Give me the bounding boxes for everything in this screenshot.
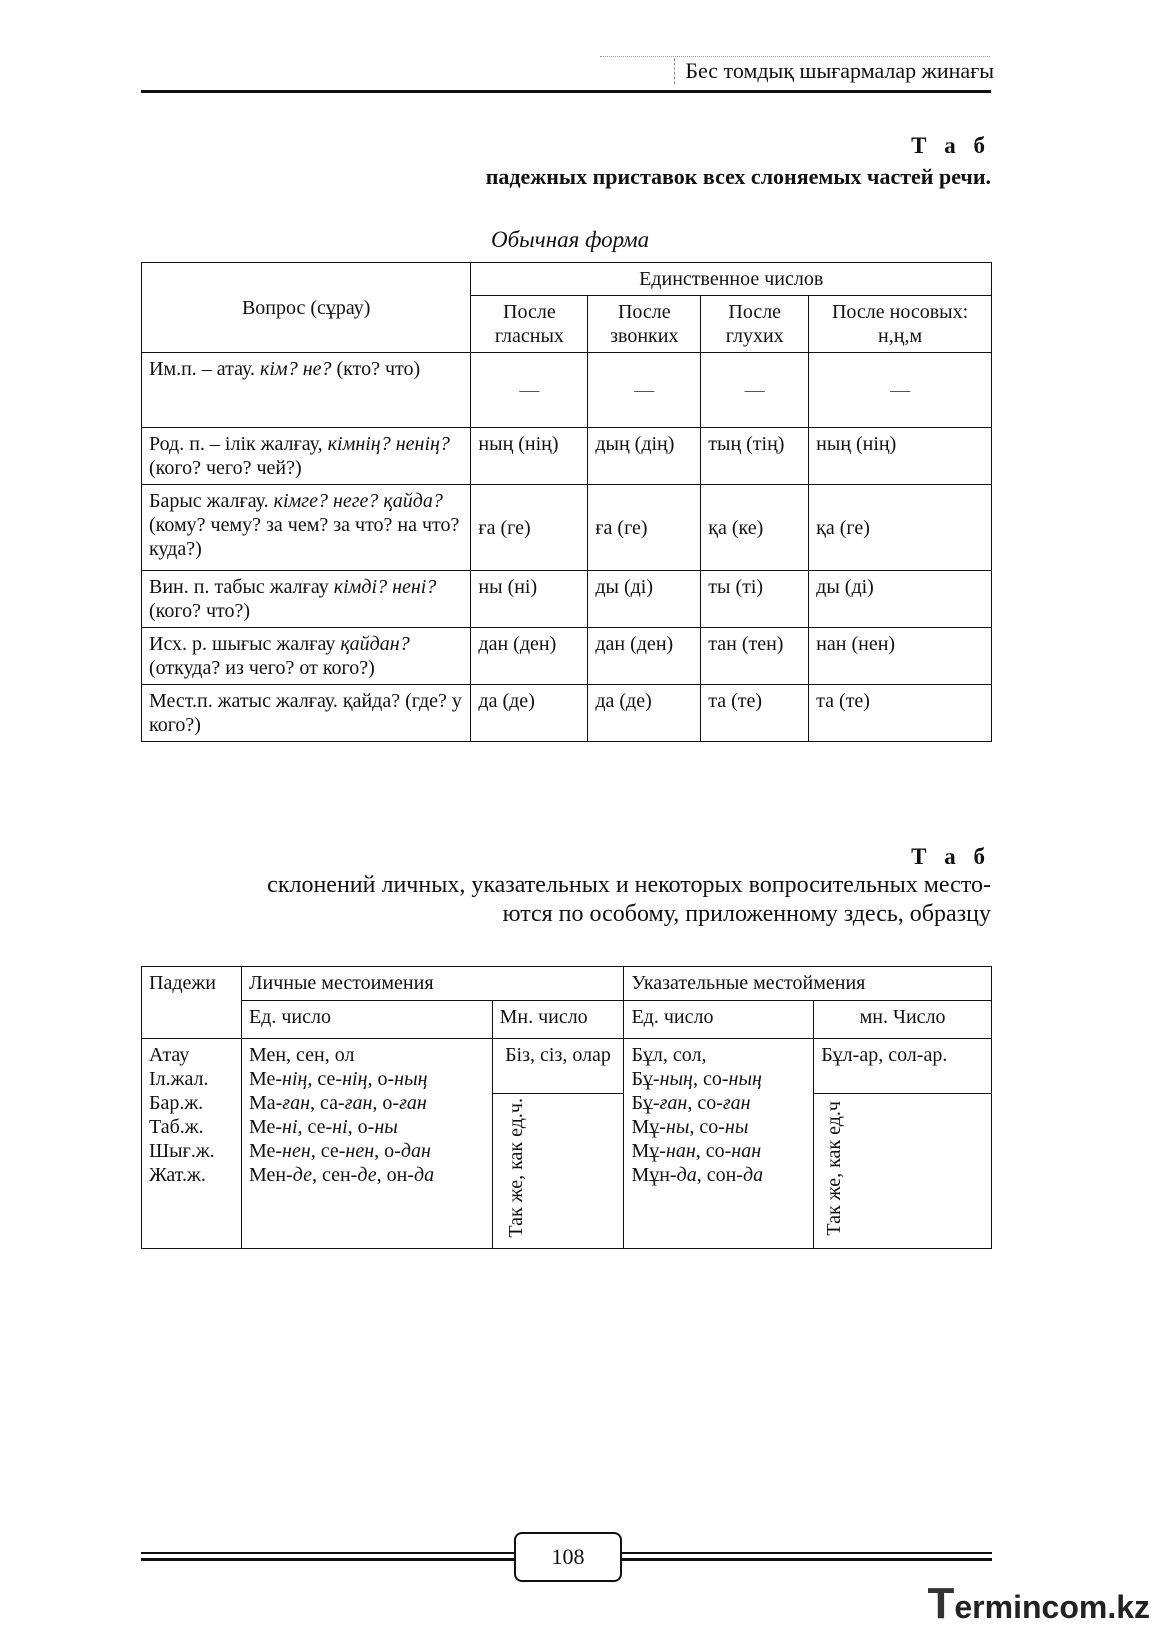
form-line: Ма-ған, са-ған, о-ған [248, 1092, 427, 1114]
demonstrative-header: Указательные местоймения [624, 967, 992, 1001]
question-cell: Им.п. – атау. кім? не? (кто? что) [142, 353, 471, 428]
personal-header: Личные местоимения [241, 967, 623, 1001]
col-header: После глухих [701, 296, 809, 353]
section2-subtitle-line1: склонений личных, указательных и некоторых вопросительных место- [267, 872, 991, 898]
suffix-cell: нан (нен) [809, 628, 992, 685]
page-number [514, 1532, 622, 1582]
form-line: Бұ-ның, со-ның [631, 1068, 762, 1090]
question-cell: Вин. п. табыс жалғау кімді? нені? (кого? что?) [142, 571, 471, 628]
pronoun-declension-table [141, 966, 992, 1249]
table-row [142, 685, 992, 742]
form-line: Ме-нен, се-нен, о-дан [248, 1140, 431, 1162]
header-dotted-rule [600, 56, 990, 57]
case-name: Бар.ж. [149, 1092, 204, 1114]
demonstrative-plural-forms: Бұл-ар, сол-ар. [814, 1039, 992, 1094]
personal-singular-forms [241, 1039, 492, 1249]
suffix-cell: ды (ді) [809, 571, 992, 628]
question-cell: Мест.п. жатыс жалғау. қайда? (где? у кого?) [142, 685, 471, 742]
form-line: Мұ-нан, со-нан [631, 1140, 762, 1162]
suffix-cell: тың (тің) [701, 428, 809, 485]
case-name: Атау [149, 1044, 190, 1066]
running-header-title: Бес томдық шығармалар жинағы [674, 58, 994, 84]
table-row [142, 628, 992, 685]
suffix-cell: ның (нің) [809, 428, 992, 485]
col-header: После гласных [471, 296, 588, 353]
personal-plural-note: Так же, как ед.ч. [504, 1098, 527, 1238]
suffix-cell: ның (нің) [471, 428, 588, 485]
col-header: После носовых: н,ң,м [809, 296, 992, 353]
page-number-text: 108 [551, 1544, 585, 1569]
suffix-cell: та (те) [701, 685, 809, 742]
demonstrative-singular-forms [624, 1039, 814, 1249]
suffix-cell: та (те) [809, 685, 992, 742]
question-cell: Род. п. – ілік жалғау, кімнің? ненің? (кого? чего? чей?) [142, 428, 471, 485]
form-line: Бұ-ған, со-ған [631, 1092, 751, 1114]
table-row [142, 571, 992, 628]
suffix-cell: — [701, 353, 809, 428]
demonstrative-plural-note: Так же, как ед.ч [823, 1100, 846, 1236]
form-line: Мұ-ны, со-ны [631, 1116, 749, 1138]
col-header: После звонких [588, 296, 701, 353]
section1-subtitle: падежных приставок всех слоняемых частей речи. [485, 164, 991, 189]
personal-plural-forms: Біз, сіз, олар [492, 1039, 624, 1094]
form-line: Ме-ні, се-ні, о-ны [248, 1116, 398, 1138]
suffix-cell: ға (ге) [588, 485, 701, 571]
table-row [142, 428, 992, 485]
table-row [142, 485, 992, 571]
suffix-cell: қа (ге) [809, 485, 992, 571]
personal-plural-header: Мн. число [492, 1001, 624, 1039]
case-name: Жат.ж. [149, 1164, 206, 1186]
suffix-cell: — [809, 353, 992, 428]
personal-singular-header: Ед. число [241, 1001, 492, 1039]
suffix-cell: қа (ке) [701, 485, 809, 571]
header-rule [141, 90, 991, 93]
suffix-cell: ға (ге) [471, 485, 588, 571]
section2-title: Т а б [911, 844, 991, 869]
section1-caption: Обычная форма [491, 227, 650, 252]
question-cell: Барыс жалғау. кімге? неге? қайда? (кому? чему? за чем? за что? на что? куда?) [142, 485, 471, 571]
form-line: Бұл, сол, [631, 1044, 707, 1066]
singular-header: Единственное числов [471, 263, 992, 296]
suffix-cell: да (де) [471, 685, 588, 742]
suffix-cell: тан (тен) [701, 628, 809, 685]
case-name: Таб.ж. [149, 1116, 204, 1138]
form-line: Мен-де, сен-де, он-да [248, 1164, 435, 1186]
question-cell: Исх. р. шығыс жалғау қайдан? (откуда? из чего? от кого?) [142, 628, 471, 685]
section2-subtitle-line2: ются по особому, приложенному здесь, образцу [502, 901, 991, 927]
case-name: Шығ.ж. [149, 1140, 215, 1162]
suffix-cell: дан (ден) [588, 628, 701, 685]
form-line: Мен, сен, ол [248, 1044, 355, 1066]
case-names-cell [142, 1039, 242, 1249]
suffix-cell: ты (ті) [701, 571, 809, 628]
suffix-cell: дан (ден) [471, 628, 588, 685]
form-line: Мұн-да, сон-да [631, 1164, 764, 1186]
demonstrative-plural-header: мн. Число [814, 1001, 992, 1039]
cases-header: Падежи [142, 967, 242, 1039]
demonstrative-singular-header: Ед. число [624, 1001, 814, 1039]
question-header: Вопрос (сұрау) [142, 263, 471, 353]
form-line: Ме-нің, се-нің, о-ның [248, 1068, 428, 1090]
suffix-cell: дың (дің) [588, 428, 701, 485]
section1-title: Т а б [911, 133, 991, 158]
suffix-cell: — [588, 353, 701, 428]
suffix-cell: ны (ні) [471, 571, 588, 628]
suffix-cell: ды (ді) [588, 571, 701, 628]
case-name: Іл.жал. [149, 1068, 209, 1090]
site-watermark: Termincom.kz [927, 1579, 1150, 1628]
suffix-cell: — [471, 353, 588, 428]
suffix-cell: да (де) [588, 685, 701, 742]
table-row [142, 353, 992, 428]
case-suffix-table [141, 262, 992, 742]
